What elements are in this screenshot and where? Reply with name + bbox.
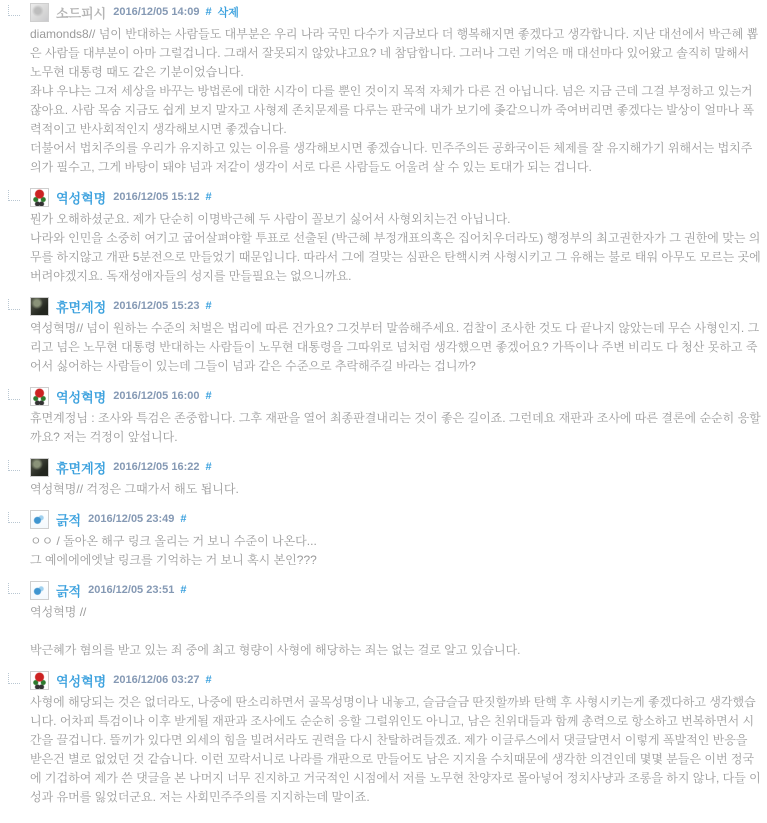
timestamp: 2016/12/05 16:22 [113,461,200,473]
comment-paragraph: ㅇㅇ / 돌아온 해구 링크 올리는 거 보니 수준이 나온다... [30,534,317,548]
permalink-link[interactable]: # [205,674,212,686]
avatar-blur-gray[interactable] [30,3,49,22]
comment-header [30,187,762,207]
author-link[interactable]: 휴면계정 [56,299,107,315]
reply-indent-icon [8,673,20,684]
comment-header [30,457,762,477]
timestamp: 2016/12/05 16:00 [113,390,200,402]
reply-indent-icon [8,299,20,310]
comment-item [0,187,767,286]
reply-indent-icon [8,389,20,400]
comment-paragraph: diamonds8// 넘이 반대하는 사람들도 대부분은 우리 나라 국민 다수가 지금보다 더 행복해지면 좋겠다고 생각합니다. 지난 대선에서 박근혜 뽑은 사람들 대부분이 아마 그럴겁니다. 그래서 잘못되지 않았냐고요? 네 참담합니다. 그러나 그런 기억은 매 대선마다 있어왔고 솔직히 말해서 노무현 대통령 때도 같은 기분이었습니다. [30,27,759,79]
comment-header [30,670,762,690]
timestamp: 2016/12/05 23:51 [88,584,175,596]
comment-body [30,603,762,660]
comment-item [0,457,767,499]
comment-paragraph: 역성혁명 // [30,605,87,619]
comment-item [0,509,767,570]
comment-item [0,670,767,807]
comment-item [0,296,767,376]
comment-paragraph: 나라와 인민을 소중히 여기고 굽어살펴야할 투표로 선출된 (박근혜 부정개표의혹은 집어치우더라도) 행정부의 최고권한자가 그 권한에 맞는 의무를 하지않고 개판 5분전으로 만들었기 때문입니다. 따라서 그에 걸맞는 심판은 탄핵시켜 사형시키고 그 유해는 불로 태워 아무도 모르는 곳에 버려야겠지요. 독재성애자들의 성지를 만들필요는 없으니까요. [30,231,761,283]
avatar-rose[interactable] [30,671,49,690]
avatar-rose[interactable] [30,188,49,207]
permalink-link[interactable]: # [205,390,212,402]
avatar-egloos-blue[interactable] [30,581,49,600]
author-link[interactable]: 긁적 [56,583,82,599]
comment-header [30,580,762,600]
reply-indent-icon [8,190,20,201]
permalink-link[interactable]: # [180,513,187,525]
comment-body [30,532,762,570]
comment-body [30,409,762,447]
comment-paragraph: 박근혜가 혐의를 받고 있는 죄 중에 최고 형량이 사형에 해당하는 죄는 없는 걸로 알고 있습니다. [30,643,521,657]
timestamp: 2016/12/06 03:27 [113,674,200,686]
avatar-egloos-blue[interactable] [30,510,49,529]
comment-body [30,480,762,499]
comment-item [0,386,767,447]
permalink-link[interactable]: # [205,300,212,312]
timestamp: 2016/12/05 14:09 [113,6,200,18]
permalink-link[interactable]: # [205,6,212,18]
comment-paragraph: 더불어서 법치주의를 우리가 유지하고 있는 이유를 생각해보시면 좋겠습니다. 민주주의든 공화국이든 체제를 잘 유지해가기 위해서는 법치주의가 필수고, 그게 바탕이 돼야 넘과 저같이 생각이 서로 다른 사람들도 어울려 살 수 있는 토대가 되는 겁니다. [30,141,753,174]
comment-paragraph: 사형에 해당되는 것은 없더라도, 나중에 딴소리하면서 골목성명이나 내놓고, 슬금슬금 딴짓할까봐 탄핵 후 사형시키는게 좋겠다하고 생각했습니다. 어차피 특검이나 이후 받게될 재판과 조사에도 순순히 응할 그럴위인도 아니고, 남은 친위대들과 함께 총력으로 항소하고 번복하면서 시간을 끌겁니다. 뜰끼가 있다면 외세의 힘을 빌려서라도 권력을 다시 찬탈하려들겠죠. 제가 이글루스에서 댓글달면서 이렇게 폭발적인 반응을 받은건 별로 없었던 것 같습니다. 이런 꼬락서니로 나라를 개판으로 만들어도 남은 지지율 수치때문에 생각한 의견인데 몇몇 분들은 이번 정국에 기겁하여 제가 쓴 댓글을 본 나머지 너무 진지하고 거국적인 시점에서 저를 노무현 찬양자로 몰아넣어 정치사냥과 조롱을 하지 않나, 다들 이성과 유머를 잃었더군요. 저는 사회민주주의를 지지하는데 말이죠. [30,695,761,804]
reply-indent-icon [8,583,20,594]
timestamp: 2016/12/05 15:12 [113,191,200,203]
comment-item [0,580,767,660]
comment-paragraph: 그 예에에에엣날 링크를 기억하는 거 보니 혹시 본인??? [30,553,317,567]
author-link[interactable]: 소드피시 [56,5,107,21]
reply-indent-icon [8,512,20,523]
avatar-photo-dark[interactable] [30,297,49,316]
comment-paragraph [30,622,762,641]
comment-paragraph: 좌냐 우냐는 그저 세상을 바꾸는 방법론에 대한 시각이 다를 뿐인 것이지 목적 자체가 다른 건 아닙니다. 넘은 지금 근데 그걸 부정하고 있는거잖아요. 사람 목숨 지금도 쉽게 보지 말자고 사형제 존치문제를 다루는 판국에 내가 보기에 좆같으니까 죽여버리면 좋겠다는 발상이 얼마나 폭력적이고 반사회적인지 생각해보시면 좋겠습니다. [30,84,755,136]
delete-link[interactable]: 삭제 [217,7,239,19]
comment-header [30,296,762,316]
comment-body [30,319,762,376]
permalink-link[interactable]: # [180,584,187,596]
comment-body [30,210,762,286]
avatar-photo-dark[interactable] [30,458,49,477]
comment-paragraph: 뭔가 오해하셨군요. 제가 단순히 이명박근혜 두 사람이 꼴보기 싫어서 사형외치는건 아닙니다. [30,212,511,226]
avatar-rose[interactable] [30,387,49,406]
permalink-link[interactable]: # [205,461,212,473]
author-link[interactable]: 역성혁명 [56,673,107,689]
author-link[interactable]: 긁적 [56,512,82,528]
author-link[interactable]: 역성혁명 [56,190,107,206]
timestamp: 2016/12/05 15:23 [113,300,200,312]
comment-header [30,2,762,22]
comment-header [30,386,762,406]
comment-body [30,25,762,177]
comment-header [30,509,762,529]
comment-paragraph: 휴면계정님 : 조사와 특검은 존중합니다. 그후 재판을 열어 최종판결내리는 것이 좋은 길이죠. 그런데요 재판과 조사에 따른 결론에 순순히 응할까요? 저는 걱정이 앞섭니다. [30,411,761,444]
author-link[interactable]: 휴면계정 [56,460,107,476]
author-link[interactable]: 역성혁명 [56,389,107,405]
timestamp: 2016/12/05 23:49 [88,513,175,525]
comment-paragraph: 역성혁명// 넘이 원하는 수준의 처벌은 법리에 따른 건가요? 그것부터 말씀해주세요. 검찰이 조사한 것도 다 끝나지 않았는데 무슨 사형인지. 그리고 넘은 노무현 대통령 반대하는 사람들이 노무현 대통령을 그따위로 넘처럼 생각했으면 좋겠어요? 가뜩이나 주변 비리도 다 청산 못하고 죽어서 싫어하는 사람들이 있는데 그들이 넘과 같은 수준으로 추락해주길 바라는 겁니까? [30,321,760,373]
comment-body [30,693,762,807]
reply-indent-icon [8,5,20,16]
comment-item [0,2,767,177]
comment-paragraph: 역성혁명// 걱정은 그때가서 해도 됩니다. [30,482,239,496]
permalink-link[interactable]: # [205,191,212,203]
reply-indent-icon [8,460,20,471]
